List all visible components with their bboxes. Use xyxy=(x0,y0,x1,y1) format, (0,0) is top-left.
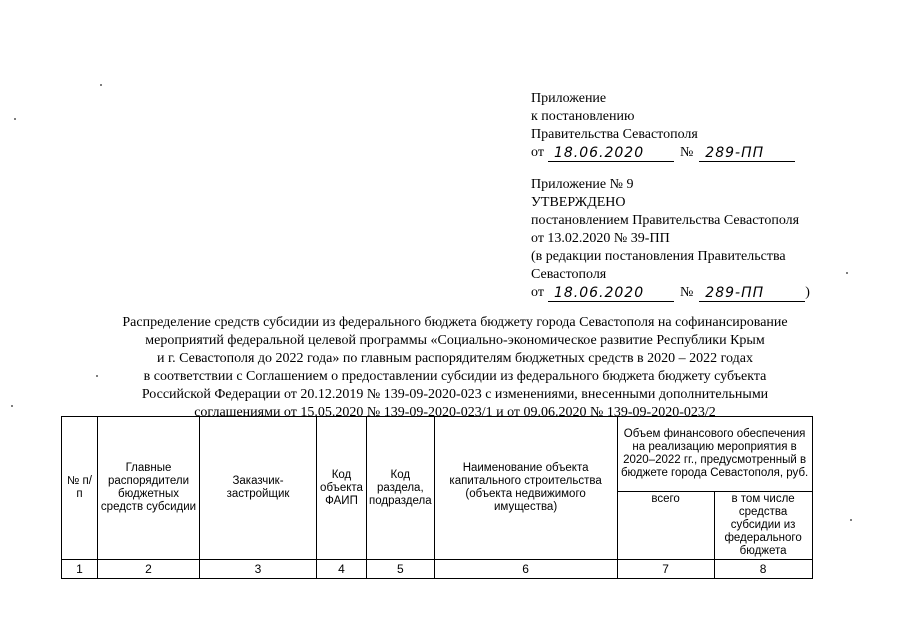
handwritten-date: 18.06.2020 xyxy=(548,145,674,162)
approval-signature-row xyxy=(531,284,861,302)
handwritten-number: 289-ПП xyxy=(699,285,805,302)
header-faip-code: Код объекта ФАИП xyxy=(317,417,367,560)
header-section-code: Код раздела, подраздела xyxy=(367,417,435,560)
scan-speck xyxy=(846,272,848,274)
column-number: 6 xyxy=(434,560,617,579)
scan-speck xyxy=(11,405,13,407)
approval-line-6: Севастополя xyxy=(531,267,607,282)
document-title xyxy=(60,314,850,422)
distribution-table xyxy=(61,416,813,579)
appendix-line-1: Приложение xyxy=(531,91,607,106)
approval-line-2: УТВЕРЖДЕНО xyxy=(531,195,626,210)
number-label: № xyxy=(679,285,694,300)
appendix-signature-row xyxy=(531,144,861,162)
header-number: № п/п xyxy=(62,417,98,560)
header-row-1 xyxy=(62,417,813,492)
appendix-header xyxy=(531,90,861,162)
title-line-5: Российской Федерации от 20.12.2019 № 139-09-2020-023 с изменениями, внесенными дополнительными xyxy=(141,387,769,402)
header-budget-managers: Главные распорядители бюджетных средств субсидии xyxy=(98,417,200,560)
header-federal-subsidy: в том числе средства субсидии из федерального бюджета xyxy=(714,492,812,560)
column-number: 2 xyxy=(98,560,200,579)
approval-line-3: постановлением Правительства Севастополя xyxy=(531,213,800,228)
header-financing-volume: Объем финансового обеспечения на реализацию мероприятия в 2020–2022 гг., предусмотренный в бюджете города Севастополя, руб. xyxy=(617,417,812,492)
from-label: от xyxy=(531,145,544,160)
scan-speck xyxy=(850,519,852,521)
column-number: 3 xyxy=(200,560,317,579)
scan-speck xyxy=(14,118,16,120)
title-line-3: и г. Севастополя до 2022 года» по главным распорядителям бюджетных средств в 2020 – 2022 годах xyxy=(157,351,753,366)
column-number: 7 xyxy=(617,560,714,579)
handwritten-date: 18.06.2020 xyxy=(548,285,674,302)
column-number: 5 xyxy=(367,560,435,579)
title-line-2: мероприятий федеральной целевой программы «Социально-экономическое развитие Республики Крым xyxy=(145,333,765,348)
header-object-name: Наименование объекта капитального строительства (объекта недвижимого имущества) xyxy=(434,417,617,560)
column-number: 1 xyxy=(62,560,98,579)
title-line-6: соглашениями от 15.05.2020 № 139-09-2020-023/1 и от 09.06.2020 № 139-09-2020-023/2 xyxy=(194,405,716,420)
approval-line-1: Приложение № 9 xyxy=(531,177,634,192)
appendix-line-3: Правительства Севастополя xyxy=(531,127,698,142)
header-customer-developer: Заказчик-застройщик xyxy=(200,417,317,560)
scan-speck xyxy=(96,375,98,377)
from-label: от xyxy=(531,285,544,300)
approval-line-5: (в редакции постановления Правительства xyxy=(531,249,786,264)
approval-line-4: от 13.02.2020 № 39-ПП xyxy=(531,231,670,246)
approval-block xyxy=(531,176,861,302)
scan-speck xyxy=(100,84,102,86)
column-number: 8 xyxy=(714,560,812,579)
appendix-line-2: к постановлению xyxy=(531,109,635,124)
title-line-4: в соответствии с Соглашением о предоставлении субсидии из федерального бюджета бюджету субъекта xyxy=(143,369,767,384)
closing-paren: ) xyxy=(805,285,810,300)
title-line-1: Распределение средств субсидии из федерального бюджета бюджету города Севастополя на софинансирование xyxy=(122,315,788,330)
column-number: 4 xyxy=(317,560,367,579)
column-number-row xyxy=(62,560,813,579)
header-total: всего xyxy=(617,492,714,560)
number-label: № xyxy=(679,145,694,160)
handwritten-number: 289-ПП xyxy=(699,145,795,162)
